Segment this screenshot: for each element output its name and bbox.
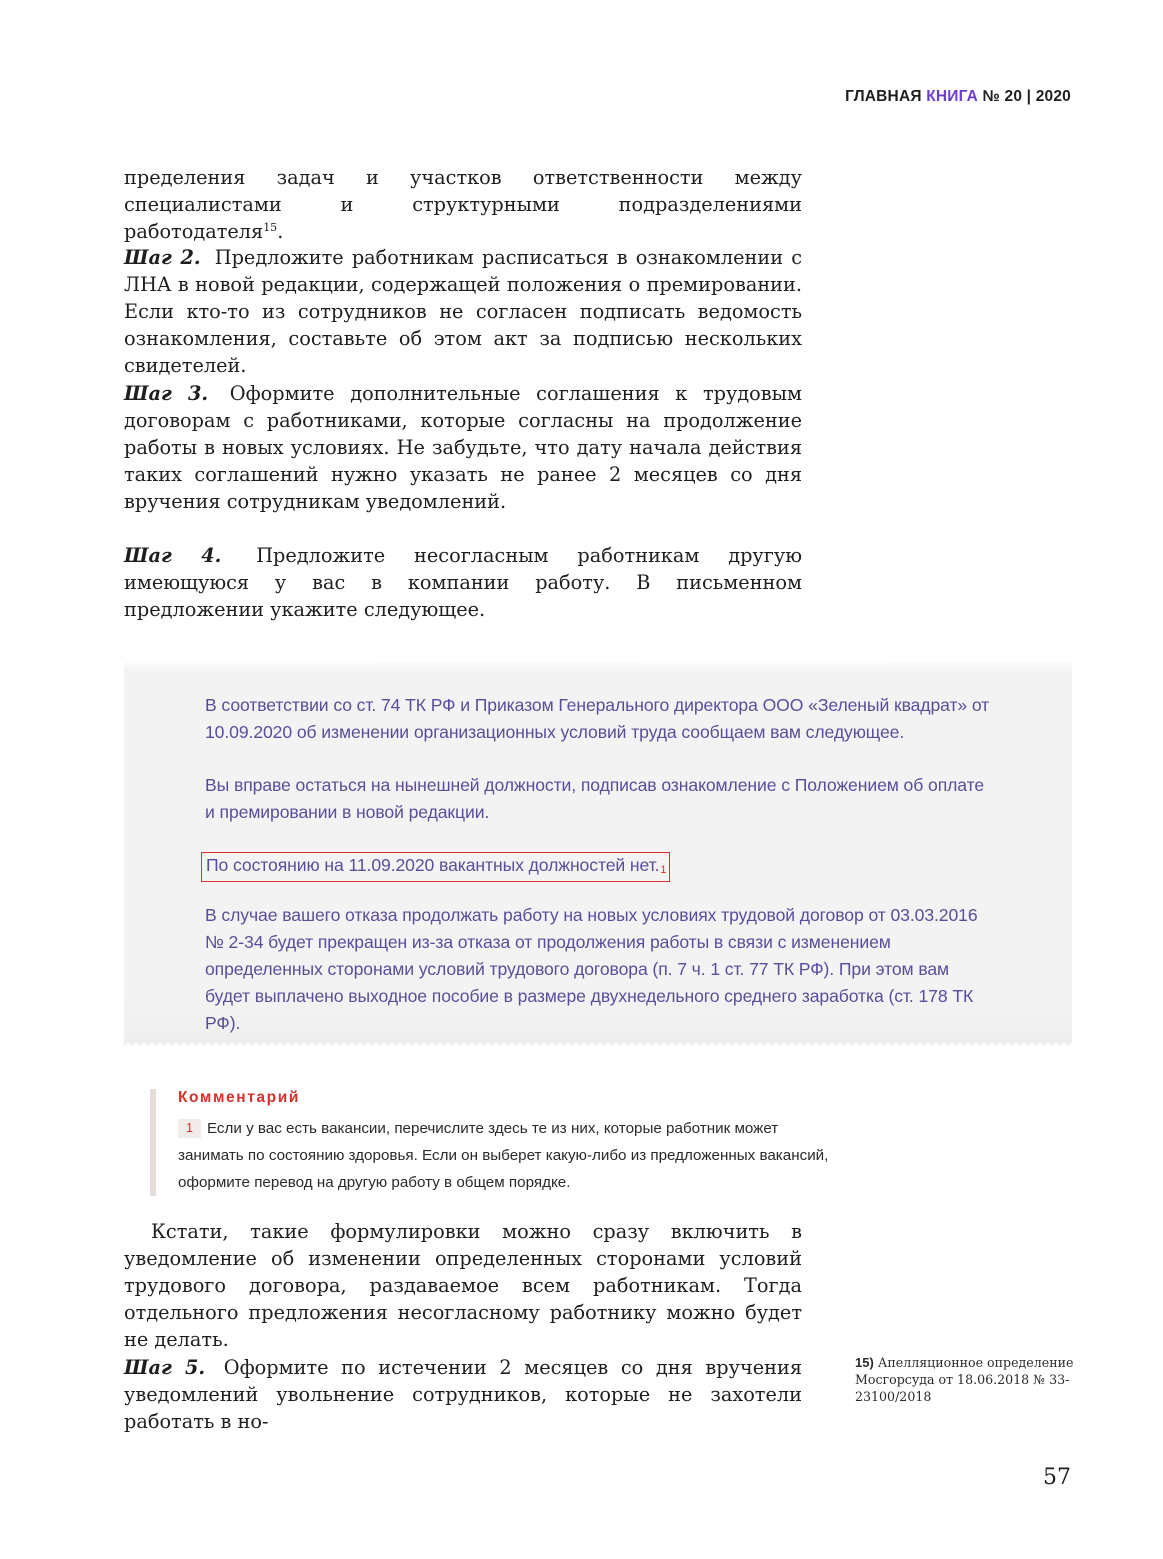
document-template-box — [124, 658, 1072, 1048]
step-4 — [124, 542, 802, 623]
paragraph-intro-end: . — [277, 220, 284, 243]
box-edge-bottom — [124, 1042, 1072, 1048]
template-paragraph-2 — [205, 772, 991, 826]
paragraph-note — [124, 1218, 802, 1353]
step-5-title: Шаг 5. — [124, 1356, 206, 1379]
comment-text: Если у вас есть вакансии, перечислите здесь те из них, которые работник может занимать по состоянию здоровья. Если он выберет какую-либо из предложенных вакансий, оформите перевод на другую работу в общем порядке. — [178, 1120, 829, 1191]
step-5-text: Оформите по истечении 2 месяцев со дня вручения уведомлений увольнение сотрудников, которые не захотели работать в но- — [124, 1356, 802, 1433]
comment-number-badge: 1 — [178, 1119, 201, 1138]
paragraph-intro-text: пределения задач и участков ответственности между специалистами и структурными подразделениями работодателя — [124, 166, 802, 243]
template-paragraph-4 — [205, 902, 991, 1037]
footnote-ref[interactable]: 15 — [263, 221, 278, 234]
issue-number: № 20 | 2020 — [982, 88, 1071, 105]
comment-text-block — [178, 1115, 838, 1196]
comment-marker[interactable]: 1 — [660, 864, 667, 876]
page-number: 57 — [1043, 1465, 1071, 1490]
template-paragraph-3-text: По состоянию на 11.09.2020 вакантных должностей нет. — [206, 855, 660, 875]
step-5 — [124, 1354, 802, 1435]
step-2 — [124, 244, 802, 379]
brand-main: ГЛАВНАЯ — [845, 88, 922, 105]
step-4-text: Предложите несогласным работникам другую имеющуюся у вас в компании работу. В письменном предложении укажите следующее. — [124, 544, 802, 621]
step-3-text: Оформите дополнительные соглашения к трудовым договорам с работниками, которые согласны на продолжение работы в новых условиях. Не забудьте, что дату начала действия таких соглашений нужно указать не ранее 2 месяцев со дня вручения сотрудникам уведомлений. — [124, 382, 802, 513]
step-3-title: Шаг 3. — [124, 382, 209, 405]
step-3 — [124, 380, 802, 515]
comment-title: Комментарий — [178, 1089, 300, 1106]
sidenote-text: Апелляционное определение Мосгорсуда от 18.06.2018 № 33-23100/2018 — [855, 1355, 1074, 1404]
step-2-text: Предложите работникам расписаться в ознакомлении с ЛНА в новой редакции, содержащей положения о премировании. Если кто-то из сотрудников не согласен подписать ведомость ознакомления, составьте об этом акт за подписью нескольких свидетелей. — [124, 246, 802, 377]
comment-block — [150, 1089, 838, 1196]
box-edge-top — [124, 658, 1072, 664]
paragraph-intro — [124, 164, 802, 245]
template-paragraph-1 — [205, 692, 991, 746]
sidenote-number: 15) — [855, 1355, 874, 1370]
brand-accent: КНИГА — [926, 88, 979, 105]
template-paragraph-3-highlighted — [201, 852, 670, 882]
template-paragraph-2-text: Вы вправе остаться на нынешней должности, подписав ознакомление с Положением об оплате и премировании в новой редакции. — [205, 775, 985, 822]
paragraph-note-text: Кстати, такие формулировки можно сразу включить в уведомление об изменении определенных сторонами условий трудового договора, раздаваемое всем работникам. Тогда отдельного предложения несогласному работнику можно будет не делать. — [124, 1220, 802, 1351]
template-paragraph-1-text: В соответствии со ст. 74 ТК РФ и Приказом Генерального директора ООО «Зеленый квадрат» от 10.09.2020 об изменении организационных условий труда сообщаем вам следующее. — [205, 695, 990, 742]
sidenote-footnote-15 — [855, 1354, 1095, 1405]
page-header — [845, 88, 1071, 106]
template-paragraph-4-text: В случае вашего отказа продолжать работу на новых условиях трудовой договор от 03.03.2016 № 2-34 будет прекращен из-за отказа от продолжения работы в связи с изменением определенных сторонами условий трудового договора (п. 7 ч. 1 ст. 77 ТК РФ). При этом вам будет выплачено выходное пособие в размере двухнедельного среднего заработка (ст. 178 ТК РФ). — [205, 905, 978, 1033]
step-2-title: Шаг 2. — [124, 246, 201, 269]
step-4-title: Шаг 4. — [124, 544, 222, 567]
